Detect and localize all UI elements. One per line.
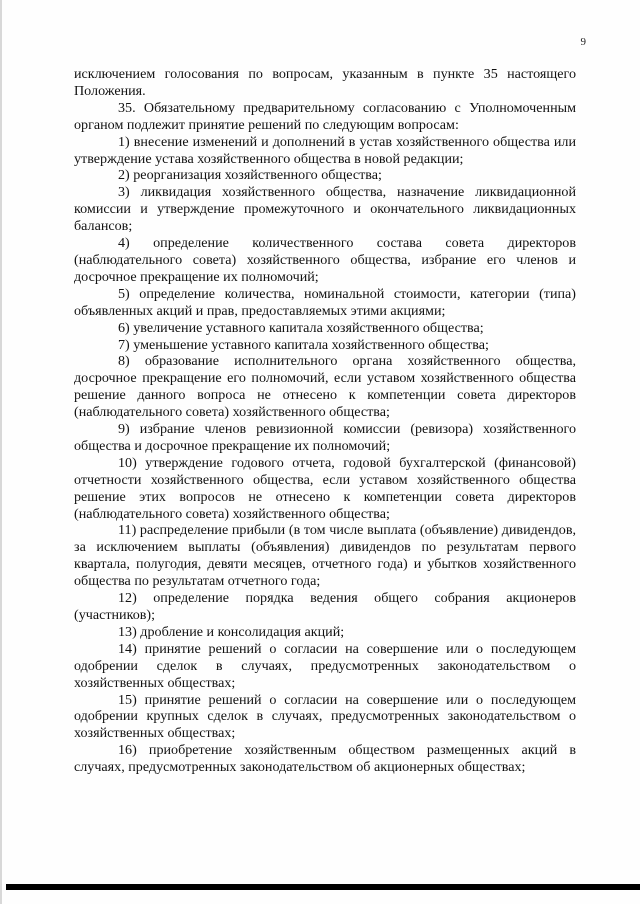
list-item: 6) увеличение уставного капитала хозяйственного общества;: [118, 319, 484, 336]
scan-edge: [0, 0, 2, 904]
list-item: 4) определение количественного состава совета директоров (наблюдательного совета) хозяйственного общества, избрание его членов и досрочное прекращение их полномочий;: [74, 235, 576, 285]
list-item: 12) определение порядка ведения общего собрания акционеров (участников);: [74, 590, 576, 623]
document-body: [74, 66, 576, 776]
list-item: 7) уменьшение уставного капитала хозяйственного общества;: [118, 336, 489, 353]
list-item: 5) определение количества, номинальной стоимости, категории (типа) объявленных акций и прав, предоставляемых этими акциями;: [74, 285, 576, 319]
list-item: 16) приобретение хозяйственным обществом размещенных акций в случаях, предусмотренных законодательством об акционерных обществах;: [74, 742, 576, 776]
paragraph-continuation: исключением голосования по вопросам, указанным в пункте 35 настоящего Положения.: [74, 66, 576, 99]
list-item: 15) принятие решений о согласии на совершение или о последующем одобрении крупных сделок в случаях, предусмотренных законодательством о хозяйственных обществах;: [74, 691, 576, 742]
list-item: 8) образование исполнительного органа хозяйственного общества, досрочное прекращение его полномочий, если уставом хозяйственного общества решение данного вопроса не отнесено к компетенции совета директоров (наблюдательного совета) хозяйственного общества;: [74, 353, 576, 421]
list-item: 3) ликвидация хозяйственного общества, назначение ликвидационной комиссии и утверждение промежуточного и окончательного ликвидационных балансов;: [74, 184, 576, 235]
list-item: 2) реорганизация хозяйственного общества;: [118, 167, 382, 184]
paragraph-clause-35: 35. Обязательному предварительному согласованию с Уполномоченным органом подлежит принятие решений по следующим вопросам:: [74, 99, 576, 133]
list-item: 14) принятие решений о согласии на совершение или о последующем одобрении сделок в случаях, предусмотренных законодательством о хозяйственных обществах;: [74, 640, 576, 691]
list-item: 11) распределение прибыли (в том числе выплата (объявление) дивидендов, за исключением выплаты (объявления) дивидендов по результатам первого квартала, полугодия, девяти месяцев, отчетного года) и убытков хозяйственного общества по результатам отчетного года;: [74, 522, 576, 590]
list-item: 10) утверждение годового отчета, годовой бухгалтерской (финансовой) отчетности хозяйственного общества, если уставом хозяйственного общества решение этих вопросов не отнесено к компетенции совета директоров (наблюдательного совета) хозяйственного общества;: [74, 454, 576, 522]
page-number: 9: [580, 36, 586, 48]
scan-bottom-border: [6, 884, 640, 890]
list-item: 13) дробление и консолидация акций;: [118, 623, 345, 640]
list-item: 9) избрание членов ревизионной комиссии (ревизора) хозяйственного общества и досрочное прекращение их полномочий;: [74, 421, 576, 454]
list-item: 1) внесение изменений и дополнений в устав хозяйственного общества или утверждение устава хозяйственного общества в новой редакции;: [74, 133, 576, 167]
